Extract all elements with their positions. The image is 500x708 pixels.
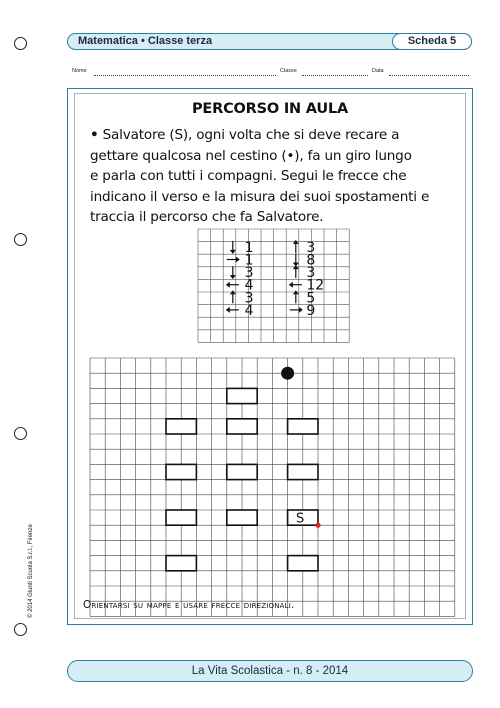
- move-steps: 3: [306, 265, 316, 282]
- instruction-bullet: •: [90, 127, 99, 143]
- desk-6: [227, 464, 257, 479]
- move-steps: 3: [244, 290, 254, 307]
- footer-bar: La Vita Scolastica - n. 8 - 2014: [67, 660, 473, 682]
- date-label: Data: [372, 68, 384, 74]
- name-label: Nome: [72, 68, 87, 74]
- desk-7: [288, 464, 318, 479]
- move-steps: 5: [306, 290, 316, 307]
- desk-5: [166, 464, 196, 479]
- move-steps: 1: [244, 252, 254, 269]
- desk-1: [227, 388, 257, 403]
- move-steps: 8: [306, 252, 316, 269]
- desk-3: [227, 419, 257, 434]
- desk-9: [227, 510, 257, 525]
- desk-11: [166, 556, 196, 571]
- move-steps: 9: [306, 302, 316, 319]
- student-label: S: [295, 511, 305, 527]
- instruction-line-2: gettare qualcosa nel cestino (•), fa un giro lungo: [90, 147, 412, 164]
- desk-8: [166, 510, 196, 525]
- move-steps: 12: [306, 277, 325, 294]
- desk-4: [288, 419, 318, 434]
- instruction-line-3: e parla con tutti i compagni. Segui le frecce che: [90, 168, 407, 184]
- copyright-notice: © 2014 Giunti Scuola S.r.l., Firenze: [28, 524, 34, 618]
- map-grid: [90, 358, 455, 616]
- instruction-line-4: indicano il verso e la misura dei suoi spostamenti e: [90, 188, 430, 205]
- start-point-icon: [315, 523, 320, 528]
- move-steps: 4: [244, 302, 254, 319]
- desk-12: [288, 556, 318, 571]
- class-label: Classe: [280, 68, 297, 74]
- sheet-number: Scheda 5: [392, 33, 472, 50]
- move-steps: 4: [244, 277, 254, 294]
- move-steps: 1: [244, 239, 254, 256]
- desk-2: [166, 419, 196, 434]
- subject-label: Matematica • Classe terza: [78, 35, 213, 47]
- bin-icon: [281, 367, 294, 380]
- exercise-title: PERCORSO IN AULA: [191, 101, 349, 117]
- learning-objective: Orientarsi su mappe e usare frecce direzionali.: [83, 599, 295, 611]
- instruction-line-1: • Salvatore (S), ogni volta che si deve recare a: [90, 127, 400, 143]
- move-steps: 3: [306, 239, 316, 256]
- instruction-line-5: traccia il percorso che fa Salvatore.: [90, 209, 324, 225]
- move-steps: 3: [244, 265, 254, 282]
